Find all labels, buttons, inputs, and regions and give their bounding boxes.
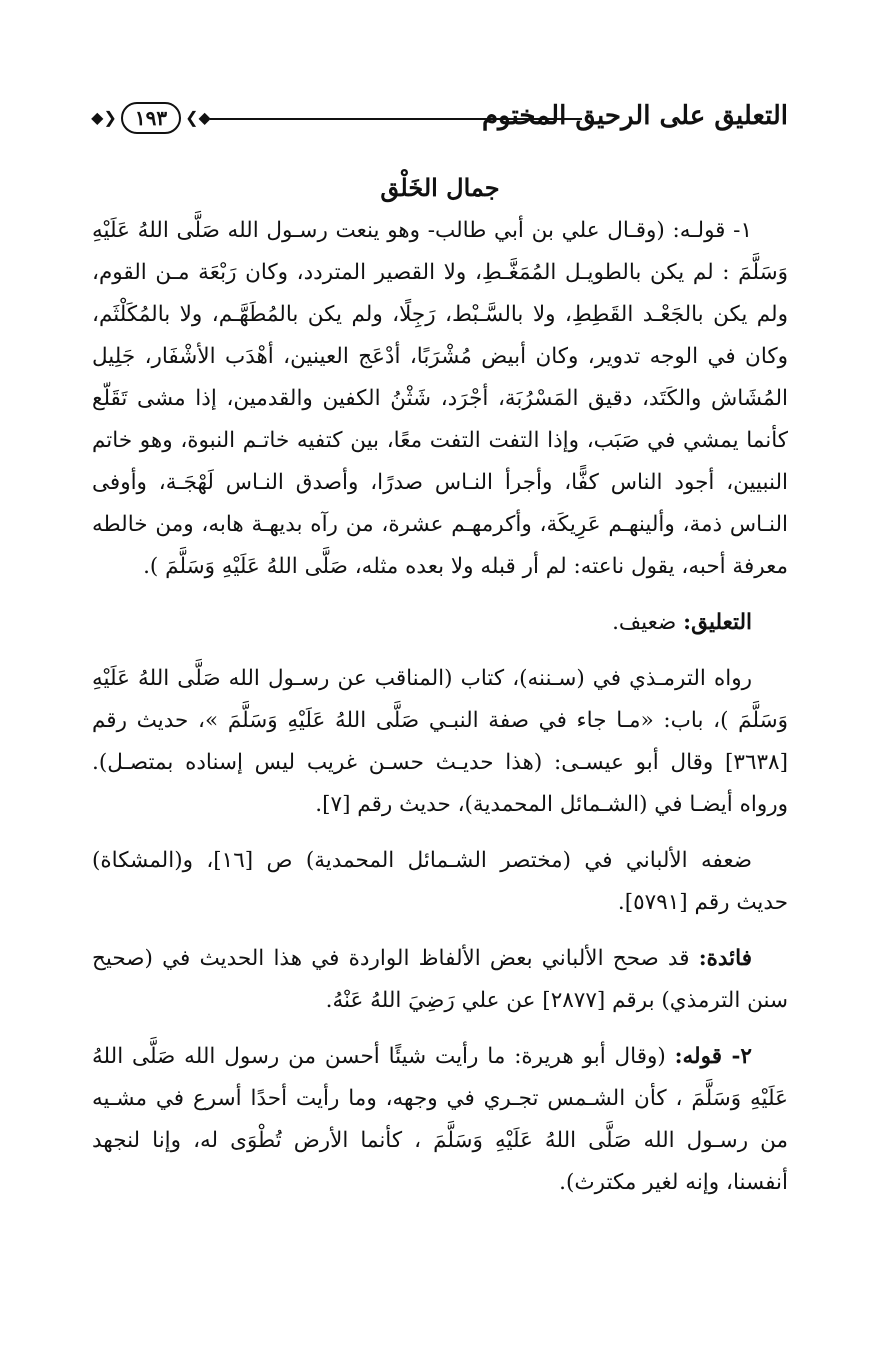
benefit-label: فائدة: (698, 946, 752, 971)
paragraph-benefit (92, 938, 788, 1022)
page-header (92, 92, 788, 148)
section-heading: جمال الخَلْق (380, 173, 500, 202)
paragraph-gap (92, 588, 788, 602)
running-title: التعليق على الرحيق المختوم (481, 101, 788, 131)
paragraph-gap (92, 826, 788, 840)
page-number-badge (92, 100, 210, 136)
ornament-left-icon: ◆❯ (91, 108, 117, 127)
paragraph-albani-grading: ضعفه الألباني في (مختصر الشـمائل المحمدية) ص [١٦]، و(المشكاة) حديث رقم [٥٧٩١]. (92, 848, 788, 915)
paragraph-gap (92, 644, 788, 658)
paragraph-commentary (92, 602, 788, 644)
page-content (92, 168, 788, 1204)
paragraph-gap (92, 924, 788, 938)
header-rule (210, 118, 582, 120)
hadith-2-label: ٢- قوله: (674, 1044, 752, 1069)
page-number: ١٩٣ (121, 102, 181, 134)
hadith-2-text: (وقال أبو هريرة: ما رأيت شيئًا أحسن من رسول الله صَلَّى اللهُ عَلَيْهِ وَسَلَّمَ ، كأن الشـمس تجـري في وجهه، وما رأيت أحدًا أسرع في مشـيه من رسـول الله صَلَّى اللهُ عَلَيْهِ وَسَلَّمَ ، كأنما الأرض تُطْوَى له، وإنا لنجهد أنفسنا، وإنه لغير مكترث). (92, 1044, 788, 1195)
paragraph-hadith-2 (92, 1036, 788, 1204)
ornament-right-icon: ❮◆ (185, 108, 211, 127)
paragraph-hadith-1: ١- قولـه: (وقـال علي بن أبي طالب- وهو ينعت رسـول الله صَلَّى اللهُ عَلَيْهِ وَسَلَّمَ : لم يكن بالطويـل المُمَغَّـطِ، ولا القصير المتردد، وكان رَبْعَة مـن القوم، ولم يكن بالجَعْـد القَطِطِ، ولا بالسَّـبْط، رَجِلًا، ولم يكن بالمُطَهَّـم، ولا بالمُكَلْثَم، وكان في الوجه تدوير، وكان أبيض مُشْرَبًا، أدْعَج العينين، أهْدَب الأشْفَار، جَلِيل المُشَاش والكَتَد، دقيق المَسْرُبَة، أجْرَد، شَثْنُ الكفين والقدمين، إذا مشى تَقَلّع كأنما يمشي في صَبَب، وإذا التفت التفت معًا، بين كتفيه خاتـم النبوة، وهو خاتم النبيين، أجود الناس كفًّا، وأجرأ النـاس صدرًا، وأصدق النـاس لَهْجَـة، وأوفى النـاس ذمة، وألينهـم عَرِيكَة، وأكرمهـم عشرة، من رآه بديهـة هابه، ومن خالطه معرفة أحبه، يقول ناعته: لم أر قبله ولا بعده مثله، صَلَّى اللهُ عَلَيْهِ وَسَلَّمَ ). (92, 218, 788, 579)
benefit-text: قد صحح الألباني بعض الألفاظ الواردة في هذا الحديث في (صحيح سنن الترمذي) برقم [٢٨٧٧] عن علي رَضِيَ اللهُ عَنْهُ. (92, 946, 788, 1013)
paragraph-gap (92, 1022, 788, 1036)
commentary-label: التعليق: (683, 610, 752, 635)
commentary-text: ضعيف. (612, 610, 684, 635)
paragraph-narration-source: رواه الترمـذي في (سـننه)، كتاب (المناقب عن رسـول الله صَلَّى اللهُ عَلَيْهِ وَسَلَّمَ )، باب: «مـا جاء في صفة النبـي صَلَّى اللهُ عَلَيْهِ وَسَلَّمَ »، حديث رقم [٣٦٣٨] وقال أبو عيسـى: (هذا حديـث حسـن غريب ليس إسناده بمتصـل). ورواه أيضـا في (الشـمائل المحمدية)، حديث رقم [٧]. (92, 666, 788, 817)
